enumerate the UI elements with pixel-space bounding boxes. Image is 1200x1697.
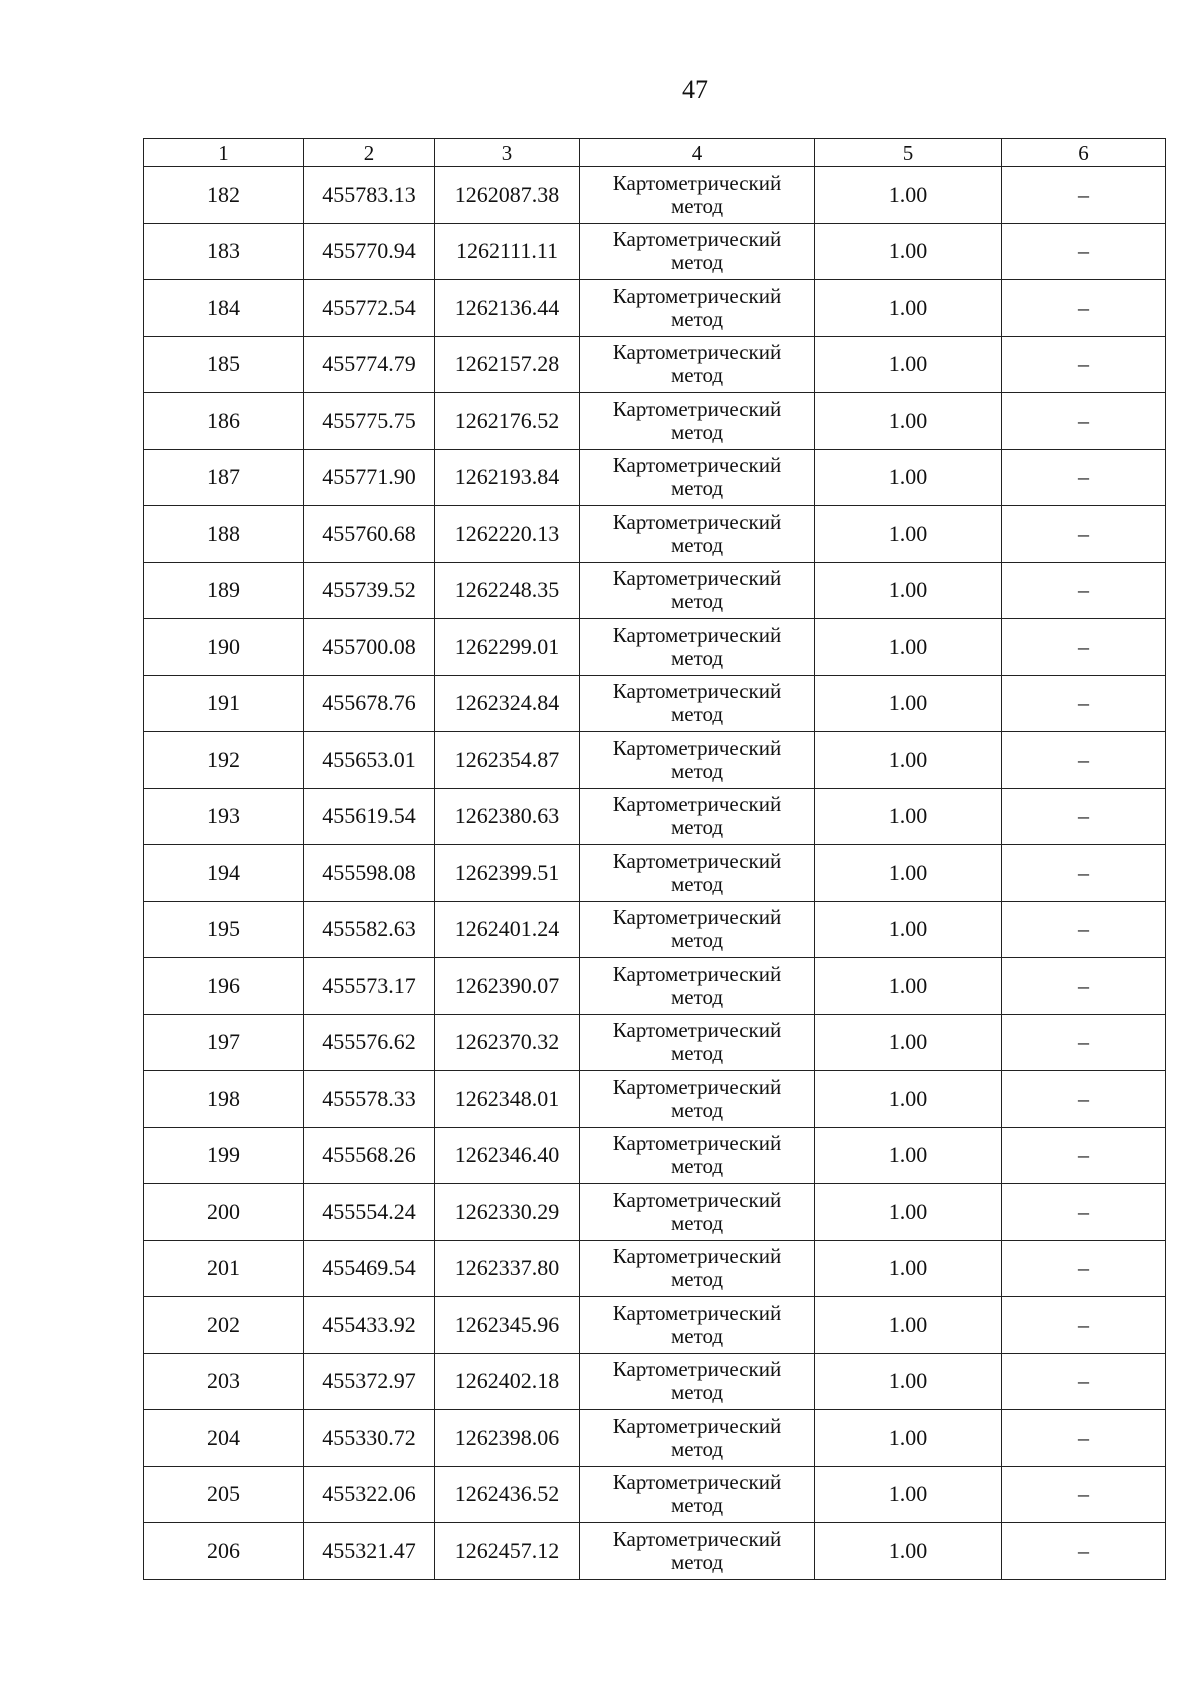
method-line-1: Картометрический	[612, 1131, 782, 1156]
x-coordinate-cell: 455322.06	[304, 1466, 435, 1523]
point-number-cell: 183	[144, 223, 304, 280]
method-line-1: Картометрический	[612, 170, 782, 195]
accuracy-cell: 1.00	[815, 1184, 1002, 1241]
point-number-cell: 192	[144, 732, 304, 789]
x-coordinate-cell: 455760.68	[304, 506, 435, 563]
x-coordinate-cell: 455554.24	[304, 1184, 435, 1241]
table-row	[144, 1184, 1166, 1241]
point-number-cell: 195	[144, 901, 304, 958]
table-row	[144, 1127, 1166, 1184]
y-coordinate-cell: 1262330.29	[435, 1184, 580, 1241]
y-coordinate-cell: 1262401.24	[435, 901, 580, 958]
note-cell: –	[1002, 1014, 1166, 1071]
method-line-1: Картометрический	[612, 1526, 782, 1551]
accuracy-cell: 1.00	[815, 1466, 1002, 1523]
coordinates-table-container	[143, 138, 1165, 1580]
method-line-2: метод	[670, 1267, 724, 1292]
table-row	[144, 336, 1166, 393]
table-row	[144, 1014, 1166, 1071]
point-number-cell: 185	[144, 336, 304, 393]
method-cell	[580, 336, 815, 393]
accuracy-cell: 1.00	[815, 506, 1002, 563]
y-coordinate-cell: 1262337.80	[435, 1240, 580, 1297]
y-coordinate-cell: 1262111.11	[435, 223, 580, 280]
y-coordinate-cell: 1262390.07	[435, 958, 580, 1015]
method-cell	[580, 1071, 815, 1128]
method-line-1: Картометрический	[612, 792, 782, 817]
point-number-cell: 203	[144, 1353, 304, 1410]
y-coordinate-cell: 1262354.87	[435, 732, 580, 789]
table-row	[144, 1523, 1166, 1580]
method-line-2: метод	[670, 193, 724, 218]
accuracy-cell: 1.00	[815, 449, 1002, 506]
note-cell: –	[1002, 280, 1166, 337]
accuracy-cell: 1.00	[815, 336, 1002, 393]
point-number-cell: 190	[144, 619, 304, 676]
method-line-2: метод	[670, 1549, 724, 1574]
x-coordinate-cell: 455578.33	[304, 1071, 435, 1128]
method-cell	[580, 1410, 815, 1467]
point-number-cell: 184	[144, 280, 304, 337]
x-coordinate-cell: 455573.17	[304, 958, 435, 1015]
method-line-2: метод	[670, 363, 724, 388]
table-row	[144, 1466, 1166, 1523]
method-line-2: метод	[670, 871, 724, 896]
point-number-cell: 191	[144, 675, 304, 732]
method-line-2: метод	[670, 1323, 724, 1348]
point-number-cell: 188	[144, 506, 304, 563]
accuracy-cell: 1.00	[815, 1353, 1002, 1410]
method-cell	[580, 506, 815, 563]
x-coordinate-cell: 455598.08	[304, 845, 435, 902]
method-line-2: метод	[670, 928, 724, 953]
x-coordinate-cell: 455372.97	[304, 1353, 435, 1410]
x-coordinate-cell: 455678.76	[304, 675, 435, 732]
y-coordinate-cell: 1262346.40	[435, 1127, 580, 1184]
y-coordinate-cell: 1262399.51	[435, 845, 580, 902]
method-line-2: метод	[670, 476, 724, 501]
note-cell: –	[1002, 901, 1166, 958]
method-cell	[580, 1523, 815, 1580]
method-line-1: Картометрический	[612, 622, 782, 647]
note-cell: –	[1002, 1071, 1166, 1128]
note-cell: –	[1002, 506, 1166, 563]
method-line-2: метод	[670, 984, 724, 1009]
accuracy-cell: 1.00	[815, 393, 1002, 450]
y-coordinate-cell: 1262157.28	[435, 336, 580, 393]
note-cell: –	[1002, 393, 1166, 450]
y-coordinate-cell: 1262457.12	[435, 1523, 580, 1580]
table-header	[144, 139, 1166, 167]
method-line-2: метод	[670, 419, 724, 444]
accuracy-cell: 1.00	[815, 958, 1002, 1015]
point-number-cell: 206	[144, 1523, 304, 1580]
method-cell	[580, 1240, 815, 1297]
method-cell	[580, 958, 815, 1015]
method-line-1: Картометрический	[612, 679, 782, 704]
note-cell: –	[1002, 1240, 1166, 1297]
y-coordinate-cell: 1262324.84	[435, 675, 580, 732]
header-col-2: 2	[304, 139, 435, 167]
method-line-1: Картометрический	[612, 227, 782, 252]
table-row	[144, 845, 1166, 902]
point-number-cell: 189	[144, 562, 304, 619]
x-coordinate-cell: 455771.90	[304, 449, 435, 506]
table-row	[144, 1071, 1166, 1128]
y-coordinate-cell: 1262087.38	[435, 167, 580, 224]
x-coordinate-cell: 455774.79	[304, 336, 435, 393]
method-cell	[580, 619, 815, 676]
method-line-2: метод	[670, 1436, 724, 1461]
table-row	[144, 223, 1166, 280]
point-number-cell: 187	[144, 449, 304, 506]
method-line-1: Картометрический	[612, 1470, 782, 1495]
y-coordinate-cell: 1262299.01	[435, 619, 580, 676]
method-line-1: Картометрический	[612, 566, 782, 591]
table-row	[144, 1240, 1166, 1297]
method-line-1: Картометрический	[612, 1357, 782, 1382]
method-line-2: метод	[670, 1380, 724, 1405]
point-number-cell: 186	[144, 393, 304, 450]
accuracy-cell: 1.00	[815, 901, 1002, 958]
table-row	[144, 1297, 1166, 1354]
page-number: 47	[682, 75, 708, 104]
method-line-2: метод	[670, 1097, 724, 1122]
method-cell	[580, 393, 815, 450]
method-line-1: Картометрический	[612, 1018, 782, 1043]
method-line-1: Картометрический	[612, 1074, 782, 1099]
y-coordinate-cell: 1262402.18	[435, 1353, 580, 1410]
method-line-1: Картометрический	[612, 848, 782, 873]
note-cell: –	[1002, 223, 1166, 280]
x-coordinate-cell: 455321.47	[304, 1523, 435, 1580]
point-number-cell: 200	[144, 1184, 304, 1241]
method-cell	[580, 1014, 815, 1071]
y-coordinate-cell: 1262136.44	[435, 280, 580, 337]
note-cell: –	[1002, 958, 1166, 1015]
note-cell: –	[1002, 167, 1166, 224]
method-line-1: Картометрический	[612, 453, 782, 478]
method-cell	[580, 675, 815, 732]
table-row	[144, 449, 1166, 506]
x-coordinate-cell: 455576.62	[304, 1014, 435, 1071]
note-cell: –	[1002, 788, 1166, 845]
method-line-1: Картометрический	[612, 735, 782, 760]
x-coordinate-cell: 455330.72	[304, 1410, 435, 1467]
method-cell	[580, 1184, 815, 1241]
method-line-1: Картометрический	[612, 905, 782, 930]
accuracy-cell: 1.00	[815, 1410, 1002, 1467]
note-cell: –	[1002, 1523, 1166, 1580]
method-cell	[580, 562, 815, 619]
y-coordinate-cell: 1262398.06	[435, 1410, 580, 1467]
accuracy-cell: 1.00	[815, 1071, 1002, 1128]
header-col-4: 4	[580, 139, 815, 167]
table-row	[144, 901, 1166, 958]
accuracy-cell: 1.00	[815, 562, 1002, 619]
x-coordinate-cell: 455469.54	[304, 1240, 435, 1297]
point-number-cell: 194	[144, 845, 304, 902]
x-coordinate-cell: 455739.52	[304, 562, 435, 619]
method-cell	[580, 280, 815, 337]
accuracy-cell: 1.00	[815, 1523, 1002, 1580]
accuracy-cell: 1.00	[815, 280, 1002, 337]
method-line-2: метод	[670, 250, 724, 275]
method-line-2: метод	[670, 702, 724, 727]
x-coordinate-cell: 455783.13	[304, 167, 435, 224]
x-coordinate-cell: 455568.26	[304, 1127, 435, 1184]
method-line-2: метод	[670, 532, 724, 557]
method-line-1: Картометрический	[612, 396, 782, 421]
x-coordinate-cell: 455775.75	[304, 393, 435, 450]
header-col-6: 6	[1002, 139, 1166, 167]
y-coordinate-cell: 1262220.13	[435, 506, 580, 563]
y-coordinate-cell: 1262370.32	[435, 1014, 580, 1071]
table-row	[144, 393, 1166, 450]
method-line-1: Картометрический	[612, 1300, 782, 1325]
header-col-5: 5	[815, 139, 1002, 167]
table-row	[144, 562, 1166, 619]
y-coordinate-cell: 1262193.84	[435, 449, 580, 506]
table-row	[144, 732, 1166, 789]
point-number-cell: 182	[144, 167, 304, 224]
table-row	[144, 675, 1166, 732]
method-line-2: метод	[670, 645, 724, 670]
accuracy-cell: 1.00	[815, 1127, 1002, 1184]
note-cell: –	[1002, 336, 1166, 393]
accuracy-cell: 1.00	[815, 167, 1002, 224]
table-row	[144, 958, 1166, 1015]
method-line-1: Картометрический	[612, 961, 782, 986]
method-line-2: метод	[670, 1154, 724, 1179]
table-row	[144, 1410, 1166, 1467]
y-coordinate-cell: 1262176.52	[435, 393, 580, 450]
table-row	[144, 280, 1166, 337]
note-cell: –	[1002, 1297, 1166, 1354]
x-coordinate-cell: 455433.92	[304, 1297, 435, 1354]
point-number-cell: 196	[144, 958, 304, 1015]
y-coordinate-cell: 1262348.01	[435, 1071, 580, 1128]
method-line-1: Картометрический	[612, 1244, 782, 1269]
method-cell	[580, 732, 815, 789]
point-number-cell: 199	[144, 1127, 304, 1184]
method-line-2: метод	[670, 1210, 724, 1235]
x-coordinate-cell: 455700.08	[304, 619, 435, 676]
method-line-2: метод	[670, 589, 724, 614]
point-number-cell: 201	[144, 1240, 304, 1297]
table-row	[144, 1353, 1166, 1410]
accuracy-cell: 1.00	[815, 619, 1002, 676]
point-number-cell: 197	[144, 1014, 304, 1071]
header-col-3: 3	[435, 139, 580, 167]
method-cell	[580, 1466, 815, 1523]
point-number-cell: 205	[144, 1466, 304, 1523]
method-cell	[580, 167, 815, 224]
table-row	[144, 788, 1166, 845]
note-cell: –	[1002, 845, 1166, 902]
header-row	[144, 139, 1166, 167]
x-coordinate-cell: 455619.54	[304, 788, 435, 845]
note-cell: –	[1002, 1353, 1166, 1410]
x-coordinate-cell: 455653.01	[304, 732, 435, 789]
note-cell: –	[1002, 449, 1166, 506]
note-cell: –	[1002, 1410, 1166, 1467]
method-cell	[580, 788, 815, 845]
method-line-2: метод	[670, 758, 724, 783]
accuracy-cell: 1.00	[815, 1014, 1002, 1071]
note-cell: –	[1002, 562, 1166, 619]
accuracy-cell: 1.00	[815, 845, 1002, 902]
header-col-1: 1	[144, 139, 304, 167]
point-number-cell: 193	[144, 788, 304, 845]
method-line-2: метод	[670, 1493, 724, 1518]
method-line-1: Картометрический	[612, 509, 782, 534]
coordinates-table	[143, 138, 1166, 1580]
method-line-1: Картометрический	[612, 1413, 782, 1438]
method-cell	[580, 1127, 815, 1184]
x-coordinate-cell: 455772.54	[304, 280, 435, 337]
method-cell	[580, 901, 815, 958]
table-row	[144, 167, 1166, 224]
method-line-1: Картометрический	[612, 283, 782, 308]
accuracy-cell: 1.00	[815, 788, 1002, 845]
y-coordinate-cell: 1262345.96	[435, 1297, 580, 1354]
y-coordinate-cell: 1262436.52	[435, 1466, 580, 1523]
accuracy-cell: 1.00	[815, 1297, 1002, 1354]
method-line-1: Картометрический	[612, 340, 782, 365]
note-cell: –	[1002, 619, 1166, 676]
accuracy-cell: 1.00	[815, 223, 1002, 280]
method-line-2: метод	[670, 306, 724, 331]
method-cell	[580, 449, 815, 506]
method-cell	[580, 845, 815, 902]
accuracy-cell: 1.00	[815, 732, 1002, 789]
point-number-cell: 202	[144, 1297, 304, 1354]
x-coordinate-cell: 455770.94	[304, 223, 435, 280]
note-cell: –	[1002, 732, 1166, 789]
method-cell	[580, 1297, 815, 1354]
note-cell: –	[1002, 675, 1166, 732]
method-line-2: метод	[670, 1041, 724, 1066]
method-line-2: метод	[670, 815, 724, 840]
table-body	[144, 167, 1166, 1580]
accuracy-cell: 1.00	[815, 675, 1002, 732]
method-line-1: Картометрический	[612, 1187, 782, 1212]
table-row	[144, 506, 1166, 563]
point-number-cell: 204	[144, 1410, 304, 1467]
method-cell	[580, 1353, 815, 1410]
table-row	[144, 619, 1166, 676]
point-number-cell: 198	[144, 1071, 304, 1128]
note-cell: –	[1002, 1127, 1166, 1184]
note-cell: –	[1002, 1184, 1166, 1241]
method-cell	[580, 223, 815, 280]
note-cell: –	[1002, 1466, 1166, 1523]
x-coordinate-cell: 455582.63	[304, 901, 435, 958]
y-coordinate-cell: 1262380.63	[435, 788, 580, 845]
y-coordinate-cell: 1262248.35	[435, 562, 580, 619]
accuracy-cell: 1.00	[815, 1240, 1002, 1297]
